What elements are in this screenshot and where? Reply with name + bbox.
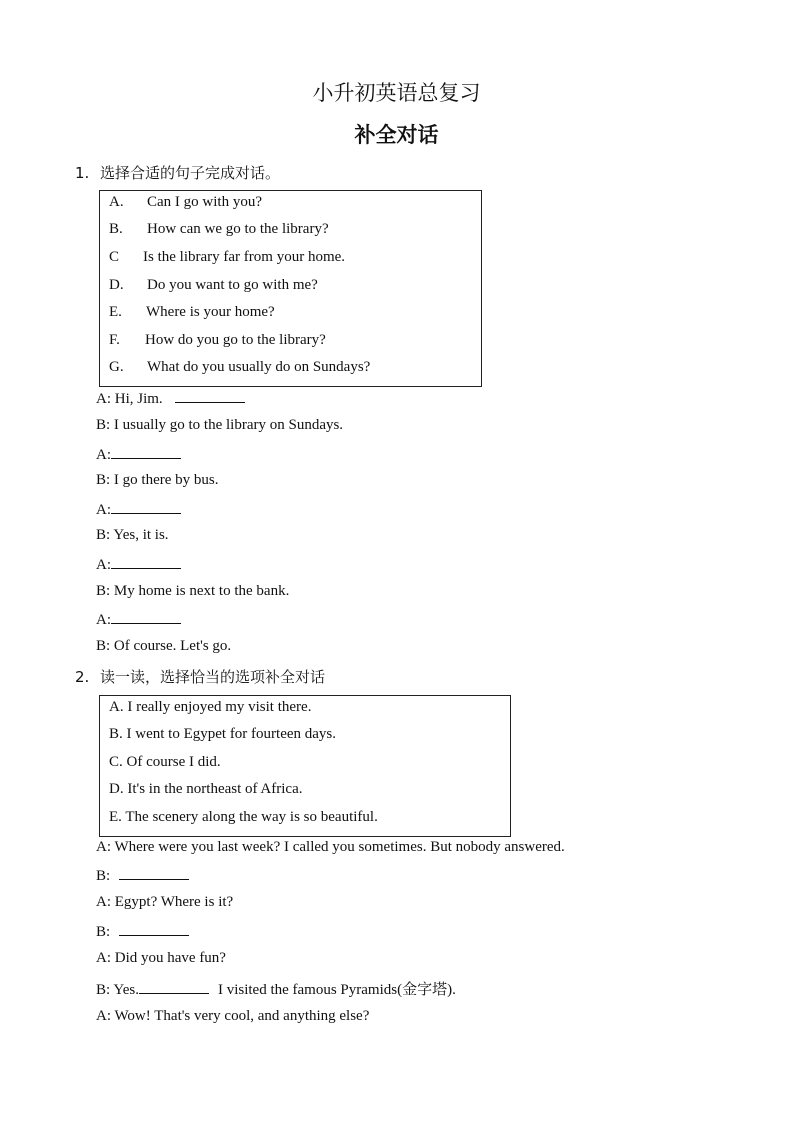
- q1-option: E. Where is your home?: [109, 304, 275, 320]
- q1-dialogue-line: A:: [96, 500, 181, 519]
- answer-blank[interactable]: [119, 922, 189, 936]
- question-1-heading: [75, 162, 280, 183]
- q2-dialogue-line: A: Did you have fun?: [96, 950, 226, 966]
- answer-blank[interactable]: [139, 980, 209, 994]
- q1-dialogue-line: A:: [96, 445, 181, 464]
- q2-dialogue-line: B:: [96, 922, 189, 941]
- question-2-options-box: [99, 695, 511, 837]
- q2-option: B. I went to Egypet for fourteen days.: [109, 726, 337, 742]
- q1-dialogue-line: B: Of course. Let's go.: [96, 638, 232, 654]
- q2-option: A. I really enjoyed my visit there.: [109, 699, 312, 715]
- answer-blank[interactable]: [111, 555, 181, 569]
- q2-dialogue-line: B: Yes. I visited the famous Pyramids(金字塔).: [96, 982, 456, 998]
- question-1-number: 1.: [75, 164, 90, 182]
- q1-dialogue-line: A: Hi, Jim.: [96, 389, 245, 408]
- question-1-options-box: [99, 190, 482, 387]
- q1-dialogue-line: A:: [96, 610, 181, 629]
- answer-blank[interactable]: [119, 866, 189, 880]
- answer-blank[interactable]: [175, 389, 245, 403]
- q1-dialogue-line: A:: [96, 555, 181, 574]
- question-2-number: 2.: [75, 668, 90, 686]
- q2-option: D. It's in the northeast of Africa.: [109, 781, 303, 797]
- q1-option: A. Can I go with you?: [109, 194, 262, 210]
- q1-option: D. Do you want to go with me?: [109, 277, 318, 293]
- question-2-instruction: 读一读，选择恰当的选项补全对话: [100, 668, 326, 686]
- main-title: 小升初英语总复习: [312, 81, 481, 105]
- q1-option: F. How do you go to the library?: [109, 332, 326, 348]
- q1-option: B. How can we go to the library?: [109, 221, 329, 237]
- answer-blank[interactable]: [111, 500, 181, 514]
- answer-blank[interactable]: [111, 445, 181, 459]
- question-1-instruction: 选择合适的句子完成对话。: [100, 164, 281, 182]
- q1-option: G. What do you usually do on Sundays?: [109, 359, 371, 375]
- q2-dialogue-line: A: Where were you last week? I called you sometimes. But nobody answered.: [96, 839, 565, 855]
- section-title: 补全对话: [354, 123, 439, 147]
- q1-dialogue-line: B: Yes, it is.: [96, 527, 169, 543]
- q1-option: C Is the library far from your home.: [109, 249, 346, 265]
- q1-dialogue-line: B: I go there by bus.: [96, 472, 219, 488]
- q2-option: E. The scenery along the way is so beautiful.: [109, 809, 378, 825]
- q2-dialogue-line: B:: [96, 866, 189, 885]
- q2-option: C. Of course I did.: [109, 754, 221, 770]
- q1-dialogue-line: B: My home is next to the bank.: [96, 583, 290, 599]
- q1-dialogue-line: B: I usually go to the library on Sundays.: [96, 417, 344, 433]
- q2-dialogue-line: A: Wow! That's very cool, and anything else?: [96, 1008, 370, 1024]
- question-2-heading: [75, 666, 325, 687]
- q2-dialogue-line: A: Egypt? Where is it?: [96, 894, 234, 910]
- answer-blank[interactable]: [111, 610, 181, 624]
